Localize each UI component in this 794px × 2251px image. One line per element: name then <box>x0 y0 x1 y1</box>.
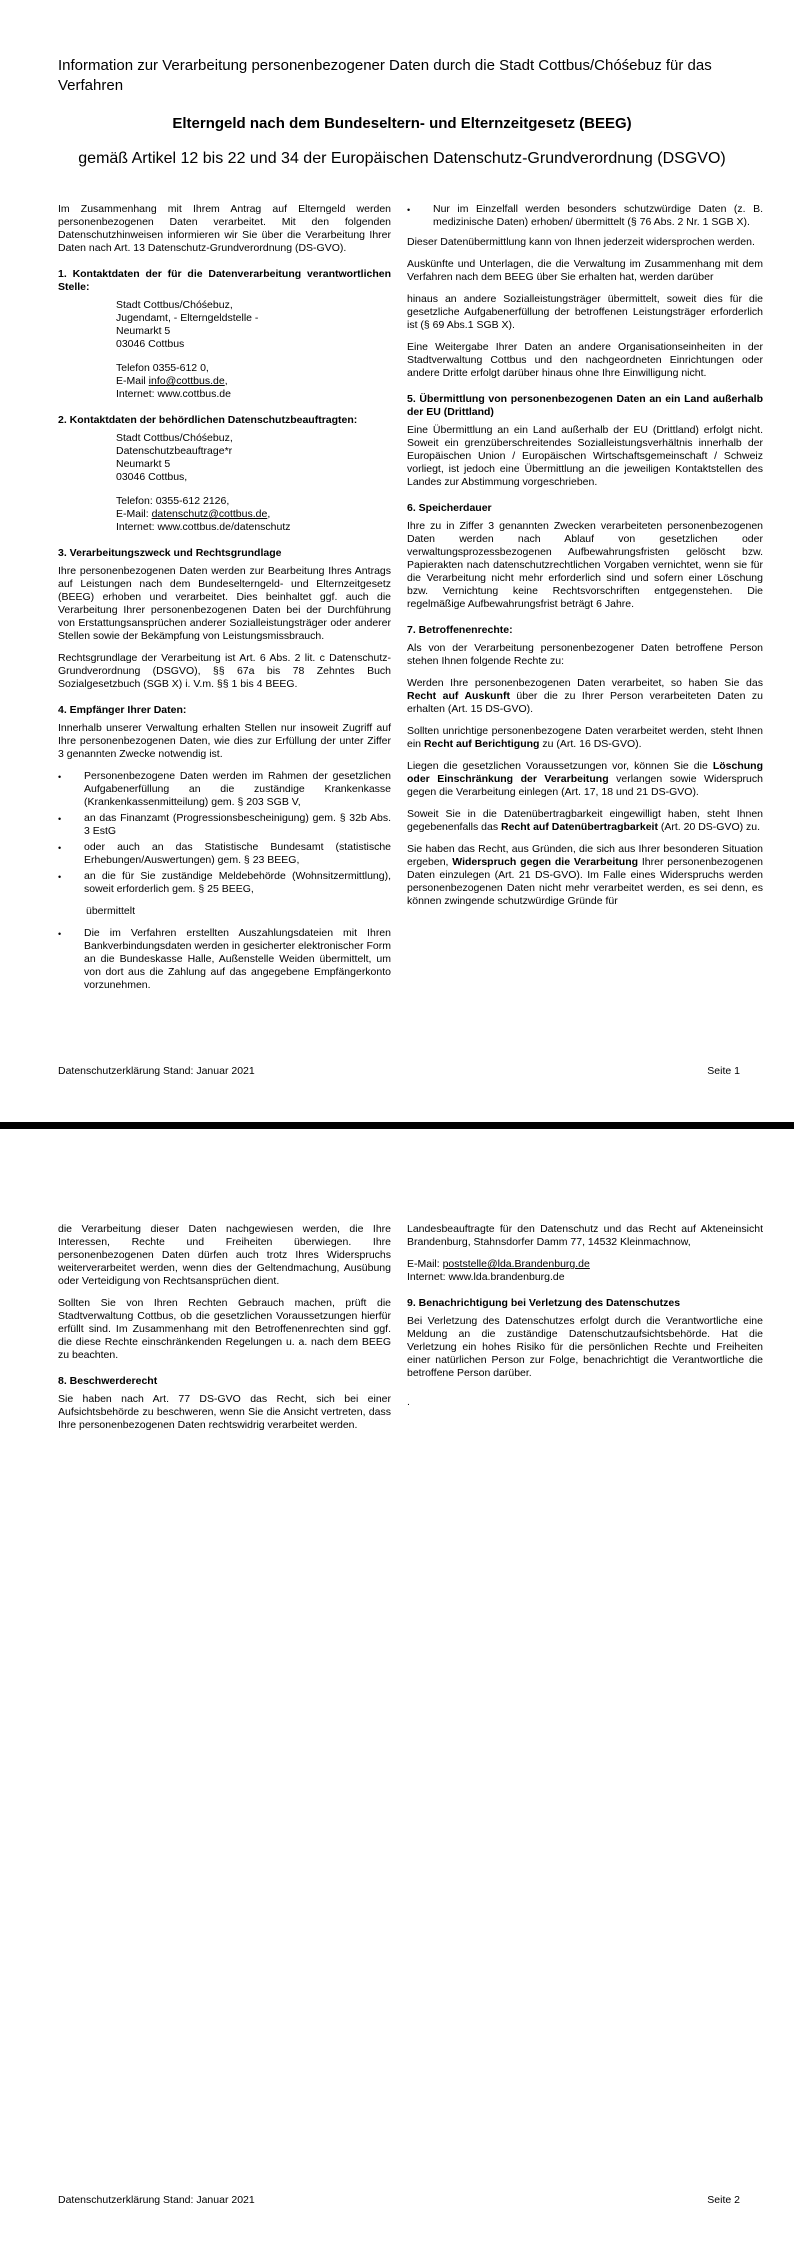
address-line: Neumarkt 5 <box>116 325 171 337</box>
supervisory-authority-paragraph: Landesbeauftragte für den Datenschutz und das Recht auf Akteneinsicht Brandenburg, Stahnsdorfer Damm 77, 14532 Kleinmachnow, <box>407 1223 763 1248</box>
section6-heading: 6. Speicherdauer <box>407 502 492 514</box>
run-pre: Liegen die gesetzlichen Voraussetzungen vor, können Sie die <box>407 760 713 772</box>
phone-line: Telefon: 0355-612 2126, <box>116 495 230 507</box>
run-bold: Recht auf Auskunft <box>407 690 510 702</box>
footer-status-text: Datenschutzerklärung Stand: Januar 2021 <box>58 2194 255 2206</box>
run-bold: Recht auf Berichtigung <box>423 738 540 750</box>
section5-paragraph: Eine Übermittlung an ein Land außerhalb der EU (Drittland) erfolgt nicht. Soweit ein grenzüberschreitendes Sozialleistungsverhältnis innerhalb der Europäischen Union / Europäischen Wirtschaftsgemeinschaft / Schweiz vorliegt, ist jedoch eine Übermittlung an die jeweiligen Kontaktstellen des Landes zur Abstimmung vorgeschrieben. <box>407 424 763 488</box>
list-item <box>58 770 391 809</box>
page1-footer <box>58 1065 740 1078</box>
run-post: (Art. 20 DS-GVO) zu. <box>657 821 761 833</box>
document-title: Elterngeld nach dem Bundeseltern- und Elternzeitgesetz (BEEG) <box>172 115 632 132</box>
address-line: 03046 Cottbus <box>116 338 185 350</box>
list-item <box>58 870 391 896</box>
bullet-text: Die im Verfahren erstellten Auszahlungsdateien mit Ihren Bankverbindungsdaten werden in gesicherter elektronischer Form an die Bundeskasse Halle, Außenstelle Weiden übermittelt, um von dort aus die Zahlung auf das angegebene Empfängerkonto vorzunehmen. <box>84 927 391 991</box>
run-pre: Soweit Sie in die Datenübertragbarkeit eingewilligt haben, steht Ihnen gegebenenfalls das <box>407 808 763 833</box>
bullet-text: Nur im Einzelfall werden besonders schutzwürdige Daten (z. B. medizinische Daten) erhoben/ übermittelt (§ 76 Abs. 2 Nr. 1 SGB X). <box>433 203 763 228</box>
section2-heading: 2. Kontaktdaten der behördlichen Datenschutzbeauftragten: <box>58 414 358 426</box>
footer-status-text: Datenschutzerklärung Stand: Januar 2021 <box>58 1065 255 1077</box>
email-suffix: , <box>224 375 228 387</box>
bullet-icon: • <box>58 872 62 882</box>
run-post: Ihrer personenbezogenen Daten einzulegen (Art. 21 DS-GVO). Im Falle eines Widerspruchs werden personenbezogenen Daten nicht mehr verarbeitet werden, es sei denn, es können zwingende schutzwürdige Gründe für <box>407 856 763 907</box>
section4-heading: 4. Empfänger Ihrer Daten: <box>58 704 187 716</box>
section1-contact <box>116 362 391 401</box>
run-post: zu (Art. 16 DS-GVO). <box>539 738 642 750</box>
section5-heading: 5. Übermittlung von personenbezogenen Daten an ein Land außerhalb der EU (Drittland) <box>407 393 763 418</box>
section3-paragraph: Ihre personenbezogenen Daten werden zur Bearbeitung Ihres Antrags auf Leistungen nach dem Bundeselterngeld- und Elternzeitgesetz (BEEG) erhoben und verarbeitet. Dies beinhaltet ggf. auch die Verarbeitung Ihrer personenbezogenen Daten bei der Durchführung von Erstattungsansprüchen anderer Sozialleistungsträger oder anderer Stellen sowie der Bekämpfung von Leistungsmissbrauch. <box>58 565 391 642</box>
address-line: Stadt Cottbus/Chóśebuz, <box>116 432 233 444</box>
list-item <box>58 841 391 867</box>
address-line: Stadt Cottbus/Chóśebuz, <box>116 299 233 311</box>
phone-line: Telefon 0355-612 0, <box>116 362 209 374</box>
address-line: Datenschutzbeauftrage*r <box>116 445 233 457</box>
email-label: E-Mail: <box>116 508 152 520</box>
section8-heading: 8. Beschwerderecht <box>58 1375 158 1387</box>
right-of-rectification-paragraph <box>407 725 763 751</box>
document-page-1 <box>0 0 794 1122</box>
address-line: Neumarkt 5 <box>116 458 171 470</box>
section2-address <box>116 432 391 484</box>
email-line <box>116 508 391 521</box>
paragraph: Auskünfte und Unterlagen, die die Verwaltung im Zusammenhang mit dem Verfahren nach dem BEEG über Sie erhalten hat, werden darüber <box>407 258 763 283</box>
section1-heading: 1. Kontaktdaten der für die Datenverarbeitung verantwortlichen Stelle: <box>58 268 391 293</box>
section7-heading: 7. Betroffenenrechte: <box>407 624 513 636</box>
email-label: E-Mail <box>116 375 149 387</box>
run-pre: Werden Ihre personenbezogenen Daten verarbeitet, so haben Sie das <box>407 677 763 689</box>
bullet-icon: • <box>58 929 62 939</box>
list-item <box>407 203 763 229</box>
run-bold: Löschung oder Einschränkung der Verarbeitung <box>407 760 763 785</box>
internet-line: Internet: www.cottbus.de <box>116 388 231 400</box>
paragraph: Sollten Sie von Ihren Rechten Gebrauch machen, prüft die Stadtverwaltung Cottbus, ob die gesetzlichen Voraussetzungen hierfür erfüllt sind. Im Zusammenhang mit den Betroffenenrechten sind ggf. die diese Rechte einschränkenden Regelungen u. a. nach dem BEEG zu beachten. <box>58 1297 391 1361</box>
email-label: E-Mail: <box>407 1258 443 1270</box>
email-line <box>407 1258 763 1271</box>
bullet-text: an das Finanzamt (Progressionsbescheinigung) gem. § 32b Abs. 3 EstG <box>84 812 391 837</box>
page-number: Seite 1 <box>707 1065 740 1077</box>
page1-left-column <box>58 203 391 995</box>
bullet-icon: • <box>58 772 62 782</box>
page1-body-columns <box>0 203 794 995</box>
paragraph: Eine Weitergabe Ihrer Daten an andere Organisationseinheiten in der Stadtverwaltung Cottbus und den nachgeordneten Einrichtungen oder andere Dritte erfolgt darüber hinaus ohne Ihre Einwilligung nicht. <box>407 341 763 379</box>
section7-intro: Als von der Verarbeitung personenbezogener Daten betroffene Person stehen Ihnen folgende Rechte zu: <box>407 642 763 667</box>
right-of-access-paragraph <box>407 677 763 716</box>
uebermittelt-line: übermittelt <box>86 905 136 917</box>
address-line: 03046 Cottbus, <box>116 471 188 483</box>
section4-paragraph: Innerhalb unserer Verwaltung erhalten Stellen nur insoweit Zugriff auf Ihre personenbezogenen Daten, wie dies zur Erfüllung der unter Ziffer 3 genannten Zwecke notwendig ist. <box>58 722 391 760</box>
page-break-divider <box>0 1122 794 1129</box>
list-item <box>58 812 391 838</box>
page2-left-column <box>58 1223 391 1441</box>
run-post: verlangen sowie Widerspruch gegen die Verarbeitung einlegen (Art. 17, 18 und 21 DS-GVO). <box>407 773 763 798</box>
section8-paragraph: Sie haben nach Art. 77 DS-GVO das Recht, sich bei einer Aufsichtsbehörde zu beschweren, wenn Sie die Ansicht vertreten, dass Ihre personenbezogenen Daten rechtswidrig verarbeitet werden. <box>58 1393 391 1431</box>
run-bold: Recht auf Datenübertragbarkeit <box>501 821 658 833</box>
run-pre: Sie haben das Recht, aus Gründen, die sich aus Ihrer besonderen Situation ergeben, <box>407 843 763 868</box>
section9-heading: 9. Benachrichtigung bei Verletzung des Datenschutzes <box>407 1297 681 1309</box>
list-item <box>58 927 391 992</box>
paragraph: hinaus an andere Sozialleistungsträger übermittelt, soweit dies für die gesetzliche Aufgabenerfüllung der betroffenen Leistungsträger erforderlich ist (§ 69 Abs.1 SGB X). <box>407 293 763 331</box>
section6-paragraph: Ihre zu in Ziffer 3 genannten Zwecken verarbeiteten personenbezogenen Daten werden nach Ablauf von gesetzlichen oder verwaltungsprozessbezogenen Aufbewahrungsfristen gelöscht bzw. Papierakten nach datenschutzrechtlichen Vorgaben vernichtet, wenn sie für die Verarbeitung nicht mehr erforderlich sind und sofern einer Löschung bzw. Vernichtung keine Rechtsvorschriften entgegenstehen. Die regelmäßige Aufbewahrungsfrist beträgt 6 Jahre. <box>407 520 763 610</box>
run-bold: Widerspruch gegen die Verarbeitung <box>452 856 639 868</box>
section1-address <box>116 299 391 351</box>
objection-paragraph <box>407 843 763 908</box>
document-subtitle: gemäß Artikel 12 bis 22 und 34 der Europäischen Datenschutz-Grundverordnung (DSGVO) <box>78 150 726 167</box>
document-header <box>0 0 794 169</box>
page-number: Seite 2 <box>707 2194 740 2206</box>
email-link[interactable]: datenschutz@cottbus.de <box>151 508 268 520</box>
address-line: Jugendamt, - Elterngeldstelle - <box>116 312 259 324</box>
page2-footer <box>58 2194 740 2207</box>
page2-right-column <box>407 1223 763 1441</box>
section2-contact <box>116 495 391 534</box>
run-post: über die zu Ihrer Person verarbeiteten Daten zu erhalten (Art. 15 DS-GVO). <box>407 690 763 715</box>
page1-right-column <box>407 203 763 995</box>
page2-body-columns <box>0 1129 794 1441</box>
bullet-icon: • <box>58 814 62 824</box>
intro-paragraph: Im Zusammenhang mit Ihrem Antrag auf Elterngeld werden personenbezogenen Daten verarbeitet. Mit den folgenden Datenschutzhinweisen informieren wir Sie über die Verarbeitung Ihrer Daten nach Art. 13 Datenschutz-Grundverordnung (DS-GVO). <box>58 203 391 254</box>
document-page-2 <box>0 1129 794 2251</box>
email-link[interactable]: info@cottbus.de <box>148 375 225 387</box>
run-pre: Sollten unrichtige personenbezogene Daten verarbeitet werden, steht Ihnen ein <box>407 725 763 750</box>
section3-heading: 3. Verarbeitungszweck und Rechtsgrundlage <box>58 547 282 559</box>
section3-paragraph: Rechtsgrundlage der Verarbeitung ist Art. 6 Abs. 2 lit. c Datenschutz-Grundverordnung (DSGVO), §§ 67a bis 78 Zehntes Buch Sozialgesetzbuch (SGB X) i. V.m. §§ 1 bis 4 BEEG. <box>58 652 391 690</box>
right-of-erasure-paragraph <box>407 760 763 799</box>
bullet-text: Personenbezogene Daten werden im Rahmen der gesetzlichen Aufgabenerfüllung an die zuständige Krankenkasse (Krankenkassenmitteilung) gem. § 203 SGB V, <box>84 770 391 808</box>
internet-line: Internet: www.lda.brandenburg.de <box>407 1271 565 1283</box>
email-suffix: , <box>267 508 271 520</box>
bullet-text: oder auch an das Statistische Bundesamt (statistische Erhebungen/Auswertungen) gem. § 23 BEEG, <box>84 841 391 866</box>
header-intro-line: Information zur Verarbeitung personenbezogener Daten durch die Stadt Cottbus/Chóśebuz für das Verfahren <box>58 57 712 94</box>
data-portability-paragraph <box>407 808 763 834</box>
bullet-subparagraph: Dieser Datenübermittlung kann von Ihnen jederzeit widersprochen werden. <box>407 236 755 248</box>
stray-dot: . <box>407 1396 410 1408</box>
paragraph: die Verarbeitung dieser Daten nachgewiesen werden, die Ihre Interessen, Rechte und Freiheiten überwiegen. Ihre personenbezogenen Daten dürfen auch trotz Ihres Widerspruchs weiterverarbeitet werden, wenn dies der Geltendmachung, Ausübung oder Verteidigung von Rechtsansprüchen dient. <box>58 1223 391 1287</box>
internet-line: Internet: www.cottbus.de/datenschutz <box>116 521 291 533</box>
bullet-icon: • <box>58 843 62 853</box>
bullet-text: an die für Sie zuständige Meldebehörde (Wohnsitzermittlung), soweit erforderlich gem. § 25 BEEG, <box>84 870 391 895</box>
email-link[interactable]: poststelle@lda.Brandenburg.de <box>442 1258 590 1270</box>
bullet-icon: • <box>407 205 411 215</box>
email-line <box>116 375 391 388</box>
section9-paragraph: Bei Verletzung des Datenschutzes erfolgt durch die Verantwortliche eine Meldung an die zuständige Datenschutzaufsichtsbehörde. Hat die Verletzung ein hohes Risiko für die persönlichen Rechte und Freiheiten einer natürlichen Person zur Folge, benachrichtigt die Verantwortliche die betroffene Person darüber. <box>407 1315 763 1379</box>
